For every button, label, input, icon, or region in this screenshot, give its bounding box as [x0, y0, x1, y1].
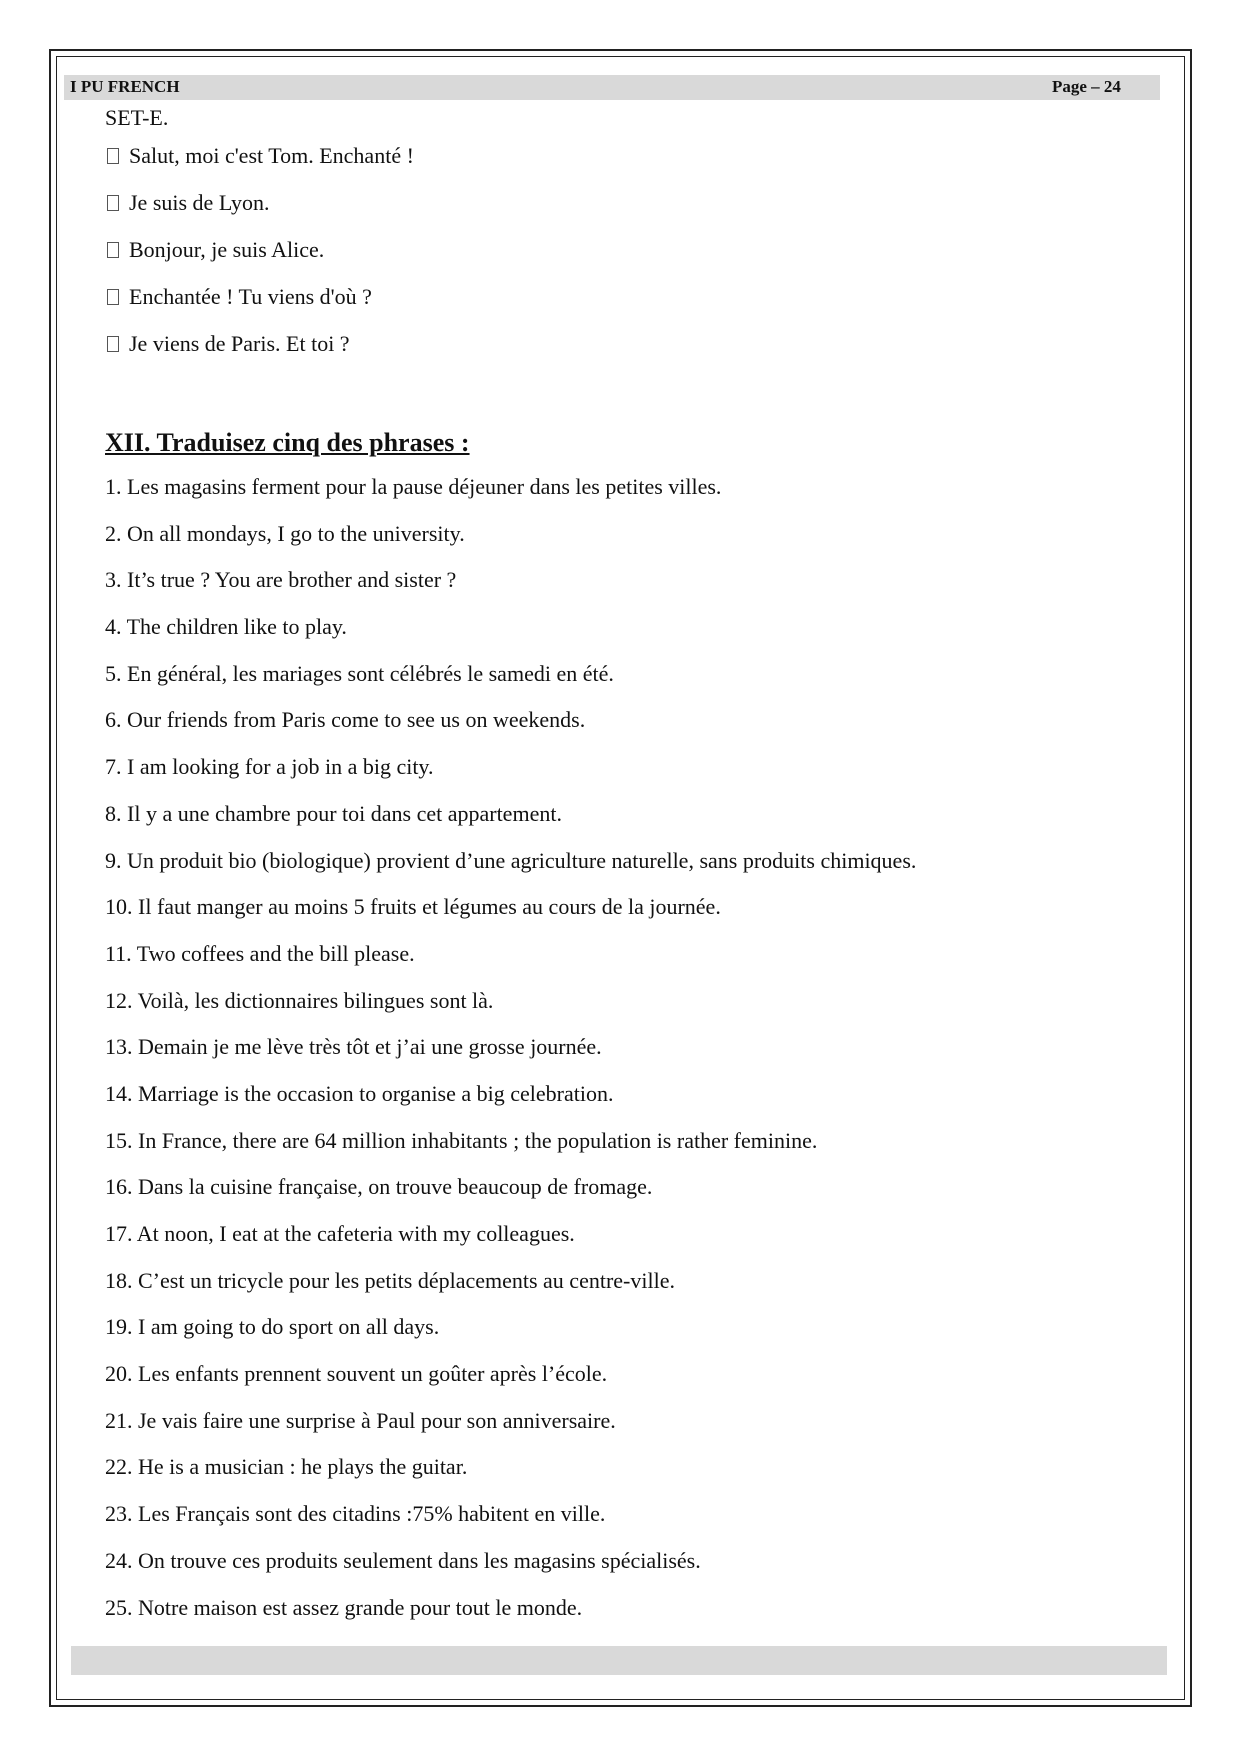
checkbox-placeholder-icon	[107, 195, 119, 211]
checkbox-placeholder-icon	[107, 148, 119, 164]
dialog-text: Salut, moi c'est Tom. Enchanté !	[129, 143, 414, 168]
phrase-item: 24. On trouve ces produits seulement dans les magasins spécialisés.	[105, 1547, 701, 1573]
phrase-item: 10. Il faut manger au moins 5 fruits et légumes au cours de la journée.	[105, 894, 721, 920]
dialog-text: Je suis de Lyon.	[129, 190, 270, 215]
checkbox-placeholder-icon	[107, 336, 119, 352]
phrase-item: 13. Demain je me lève très tôt et j’ai une grosse journée.	[105, 1034, 602, 1060]
phrase-item: 15. In France, there are 64 million inhabitants ; the population is rather feminine.	[105, 1127, 818, 1153]
phrase-item: 11. Two coffees and the bill please.	[105, 940, 415, 966]
dialog-line	[105, 328, 1165, 375]
phrase-item: 22. He is a musician : he plays the guitar.	[105, 1454, 468, 1480]
phrase-item: 1. Les magasins ferment pour la pause déjeuner dans les petites villes.	[105, 474, 722, 499]
footer-bar	[71, 1646, 1167, 1675]
section-title: XII. Traduisez cinq des phrases :	[105, 428, 470, 457]
phrase-item: 8. Il y a une chambre pour toi dans cet appartement.	[105, 800, 562, 826]
header-course-title: I PU FRENCH	[70, 77, 180, 96]
dialog-line	[105, 187, 1165, 234]
phrase-item: 9. Un produit bio (biologique) provient d’une agriculture naturelle, sans produits chimiques.	[105, 847, 917, 873]
phrase-item: 2. On all mondays, I go to the university.	[105, 520, 465, 546]
dialog-text: Enchantée ! Tu viens d'où ?	[129, 284, 372, 309]
page-content	[105, 102, 1165, 1638]
phrase-item: 21. Je vais faire une surprise à Paul pour son anniversaire.	[105, 1407, 616, 1433]
phrase-item: 17. At noon, I eat at the cafeteria with my colleagues.	[105, 1221, 575, 1246]
phrase-item: 16. Dans la cuisine française, on trouve beaucoup de fromage.	[105, 1174, 653, 1200]
phrase-item: 14. Marriage is the occasion to organise a big celebration.	[105, 1080, 614, 1106]
phrase-item: 7. I am looking for a job in a big city.	[105, 754, 434, 780]
phrase-item: 25. Notre maison est assez grande pour tout le monde.	[105, 1594, 583, 1620]
phrase-item: 23. Les Français sont des citadins :75% habitent en ville.	[105, 1501, 606, 1527]
phrase-item: 3. It’s true ? You are brother and sister ?	[105, 567, 457, 593]
dialog-line	[105, 234, 1165, 281]
phrase-item: 4. The children like to play.	[105, 614, 347, 640]
checkbox-placeholder-icon	[107, 289, 119, 305]
phrase-item: 18. C’est un tricycle pour les petits déplacements au centre-ville.	[105, 1267, 675, 1293]
header-page-number: Page – 24	[1052, 77, 1121, 96]
dialog-list	[105, 140, 1165, 375]
dialog-line	[105, 140, 1165, 187]
phrase-list	[105, 471, 1165, 1638]
dialog-text: Je viens de Paris. Et toi ?	[129, 331, 350, 356]
header-bar	[64, 75, 1160, 100]
checkbox-placeholder-icon	[107, 242, 119, 258]
phrase-item: 20. Les enfants prennent souvent un goûter après l’école.	[105, 1361, 608, 1387]
dialog-text: Bonjour, je suis Alice.	[129, 237, 325, 262]
set-label: SET-E.	[105, 105, 169, 130]
dialog-line	[105, 281, 1165, 328]
phrase-item: 6. Our friends from Paris come to see us on weekends.	[105, 707, 586, 733]
phrase-item: 12. Voilà, les dictionnaires bilingues sont là.	[105, 987, 494, 1013]
phrase-item: 19. I am going to do sport on all days.	[105, 1314, 440, 1340]
phrase-item: 5. En général, les mariages sont célébrés le samedi en été.	[105, 660, 614, 686]
